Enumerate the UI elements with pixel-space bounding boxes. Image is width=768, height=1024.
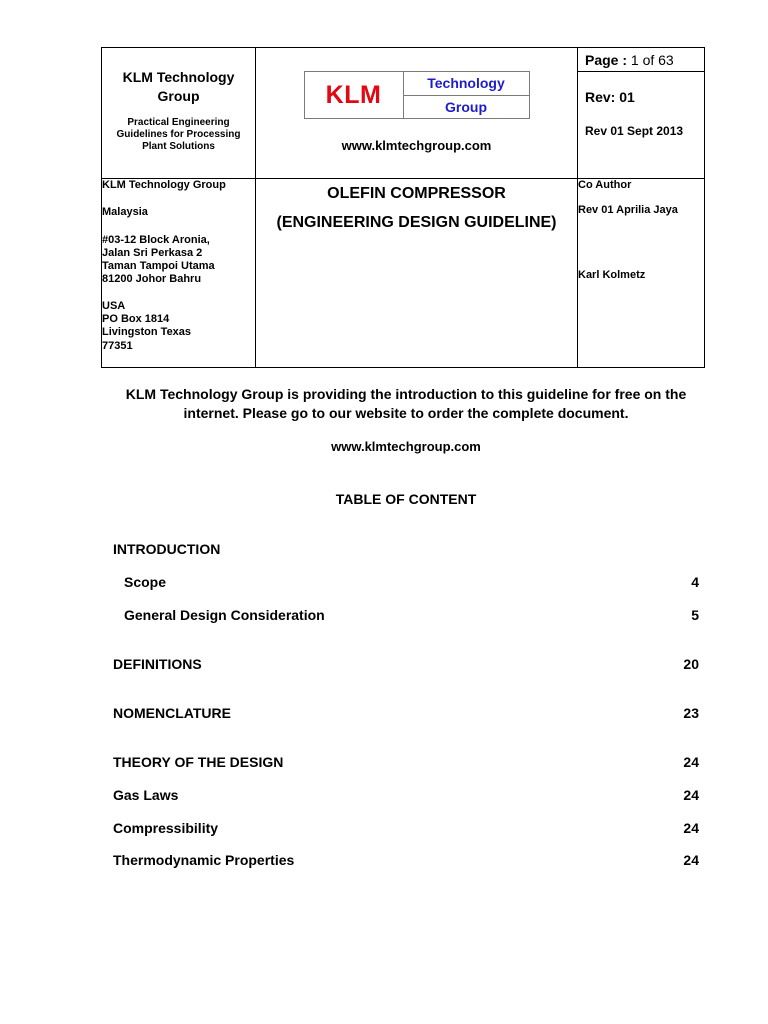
co-author-name: Rev 01 Aprilia Jaya	[578, 204, 678, 216]
logo-right-panel	[404, 72, 529, 118]
toc-entry-page: 24	[683, 820, 699, 836]
company-cell	[102, 48, 256, 179]
toc-entry-label: Thermodynamic Properties	[113, 852, 295, 868]
address-usa-line-2: Livingston Texas	[102, 326, 192, 339]
address-country-malaysia: Malaysia	[102, 206, 148, 219]
document-title: OLEFIN COMPRESSOR	[327, 185, 506, 202]
toc-entry[interactable]	[113, 607, 699, 623]
toc-title: TABLE OF CONTENT	[335, 491, 477, 507]
toc-entry-label: NOMENCLATURE	[113, 705, 231, 721]
toc-entry-page: 20	[683, 656, 699, 672]
toc-entry-page: 4	[691, 574, 699, 590]
address-company: KLM Technology Group	[102, 179, 226, 191]
logo-klm-text: KLM	[305, 72, 404, 118]
toc-entry[interactable]	[113, 656, 699, 672]
toc-entry-page: 5	[691, 607, 699, 623]
revision-date: Rev 01 Sept 2013	[585, 124, 684, 138]
toc-entry-label: DEFINITIONS	[113, 656, 202, 672]
address-line-3: Taman Tampoi Utama	[102, 260, 215, 273]
company-name: KLM Technology Group	[122, 69, 235, 104]
address-line-4: 81200 Johor Bahru	[102, 273, 202, 286]
klm-logo	[304, 71, 530, 119]
logo-technology-text: Technology	[404, 72, 529, 96]
toc-entry-label: General Design Consideration	[124, 607, 325, 623]
toc-entry[interactable]	[113, 754, 699, 770]
company-tagline: Practical Engineering Guidelines for Processing Plant Solutions	[116, 117, 241, 152]
toc-entry-page: 24	[683, 852, 699, 868]
address-country-usa: USA	[102, 299, 126, 312]
revision-number: Rev: 01	[585, 89, 635, 105]
address-line-2: Jalan Sri Perkasa 2	[102, 246, 203, 259]
logo-group-text: Group	[445, 98, 487, 115]
page-label: Page :	[585, 52, 628, 68]
header-table	[101, 47, 705, 368]
author-name: Karl Kolmetz	[578, 269, 646, 281]
toc-entry[interactable]	[113, 705, 699, 721]
toc-entry[interactable]	[113, 787, 699, 803]
website-link[interactable]: www.klmtechgroup.com	[331, 439, 481, 454]
address-line-1: #03-12 Block Aronia,	[102, 233, 210, 246]
toc-entry[interactable]	[113, 852, 699, 868]
toc-entry-label: Compressibility	[113, 820, 219, 836]
toc-entry[interactable]	[113, 574, 699, 590]
toc-entry-label: THEORY OF THE DESIGN	[113, 754, 284, 770]
toc-entry-label: Scope	[124, 574, 167, 590]
toc-entry[interactable]	[113, 820, 699, 836]
co-author-label: Co Author	[578, 179, 632, 191]
toc-entry-label: Gas Laws	[113, 787, 179, 803]
toc-entry-page: 24	[683, 754, 699, 770]
toc-entry-label: INTRODUCTION	[113, 541, 221, 557]
toc-entry-page: 24	[683, 787, 699, 803]
document-subtitle: (ENGINEERING DESIGN GUIDELINE)	[276, 214, 557, 231]
page-number: 1 of 63	[630, 52, 674, 68]
authors-cell	[578, 179, 705, 368]
address-usa-line-1: PO Box 1814	[102, 313, 170, 326]
website-link-header[interactable]: www.klmtechgroup.com	[341, 138, 492, 153]
logo-cell	[256, 48, 578, 179]
toc-entry[interactable]	[113, 541, 699, 557]
document-title-cell	[256, 179, 578, 368]
address-cell	[102, 179, 256, 368]
address-usa-line-3: 77351	[102, 339, 133, 352]
page-indicator	[578, 48, 704, 72]
toc-entry-page: 23	[683, 705, 699, 721]
intro-paragraph: KLM Technology Group is providing the introduction to this guideline for free on the internet. Please go to our website to order the complete document.	[125, 386, 687, 421]
page-info-cell	[578, 48, 705, 179]
